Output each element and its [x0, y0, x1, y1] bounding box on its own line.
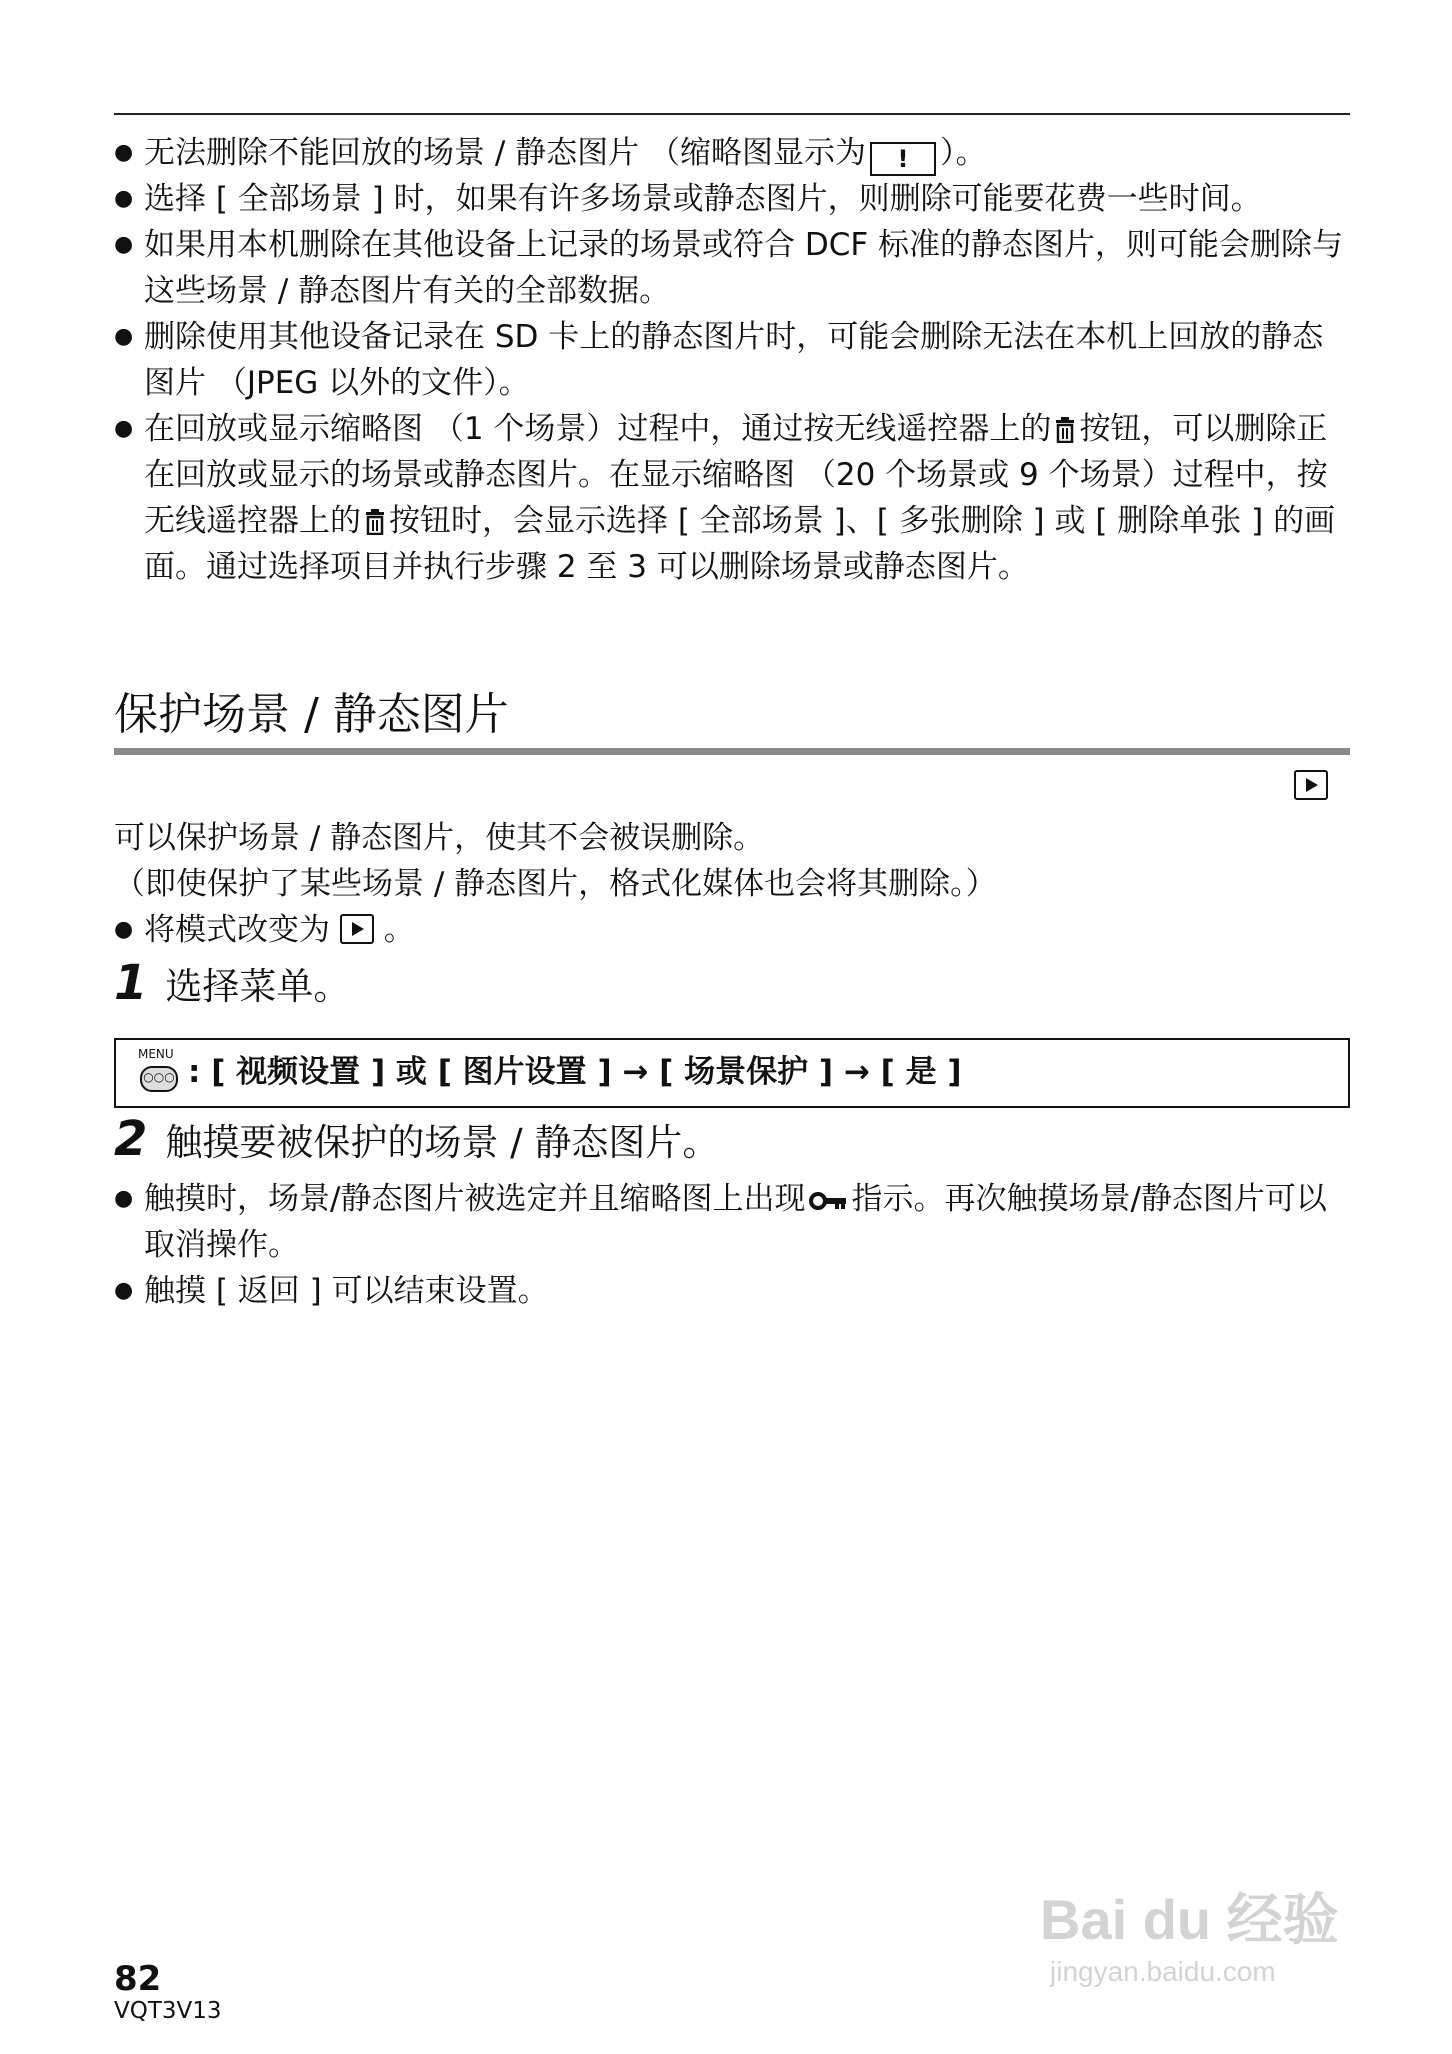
note-text: 如果用本机删除在其他设备上记录的场景或符合 DCF 标准的静态图片，则可能会删除与这些场景 / 静态图片有关的全部数据。: [144, 227, 1344, 309]
note-all-scenes: [114, 176, 1350, 222]
note-dcf: [114, 222, 1350, 314]
note-text-end: 按钮时，会显示选择 [ 全部场景 ]、[ 多张删除 ] 或 [ 删除单张 ] 的画面。通过选择项目并执行步骤 2 至 3 可以删除场景或静态图片。: [144, 503, 1336, 585]
note-text-mid: 按钮，可以删除正在回放或显示的场景或静态图片。在显示缩略图 （20 个场景或 9 个场景）过程中，按无线遥控器上的: [144, 411, 1328, 539]
watermark-url: jingyan.baidu.com: [1050, 1956, 1276, 1987]
notes-list: [114, 130, 1350, 590]
page-number: 82: [114, 1959, 162, 1999]
menu-path-text: : [ 视频设置 ] 或 [ 图片设置 ] → [ 场景保护 ] → [ 是 ]: [188, 1054, 962, 1090]
note-text: 触摸时，场景/静态图片被选定并且缩略图上出现: [144, 1181, 806, 1217]
playback-mode-icon: [340, 914, 374, 944]
top-rule: [114, 113, 1350, 115]
trash-icon: [363, 509, 387, 535]
note-text: 无法删除不能回放的场景 / 静态图片 （缩略图显示为: [144, 135, 867, 171]
watermark-brand: Bai du 经验: [1040, 1888, 1339, 1951]
note-return: [114, 1268, 1350, 1314]
step-1: [114, 955, 351, 1012]
mode-instruction: [114, 907, 415, 953]
step-number: 2: [114, 1111, 148, 1167]
note-text: 删除使用其他设备记录在 SD 卡上的静态图片时，可能会删除无法在本机上回放的静态图片 （JPEG 以外的文件）。: [144, 319, 1324, 401]
note-text: 选择 [ 全部场景 ] 时，如果有许多场景或静态图片，则删除可能要花费一些时间。: [144, 181, 1262, 217]
section-title: 保护场景 / 静态图片: [114, 689, 509, 740]
note-text-end: ）。: [940, 135, 987, 171]
warning-thumbnail-icon: !: [870, 142, 936, 176]
step-text: 选择菜单。: [165, 965, 351, 1008]
intro-line-2: （即使保护了某些场景 / 静态图片，格式化媒体也会将其删除。）: [114, 866, 997, 902]
model-code: VQT3V13: [114, 1998, 222, 2024]
watermark: [1040, 1885, 1400, 2035]
mode-text-end: 。: [383, 912, 415, 948]
menu-icon-dots: ○○○: [140, 1066, 178, 1092]
note-text: 在回放或显示缩略图 （1 个场景）过程中，通过按无线遥控器上的: [144, 411, 1052, 447]
step-text: 触摸要被保护的场景 / 静态图片。: [165, 1121, 720, 1164]
key-icon: [809, 1191, 847, 1211]
step-2: [114, 1111, 720, 1168]
note-sd-card: [114, 314, 1350, 406]
menu-button-icon: [138, 1048, 180, 1098]
intro-line-1: 可以保护场景 / 静态图片，使其不会被误删除。: [114, 820, 765, 856]
playback-mode-icon: [1294, 770, 1328, 800]
note-text: 触摸 [ 返回 ] 可以结束设置。: [144, 1273, 549, 1309]
section-rule: [114, 748, 1350, 755]
mode-text: 将模式改变为: [144, 912, 330, 948]
note-undeletable: [114, 130, 1350, 176]
note-touch-select: [114, 1176, 1350, 1268]
menu-path-box: [114, 1038, 1350, 1108]
step-number: 1: [114, 955, 148, 1011]
menu-icon-label: MENU: [138, 1047, 174, 1061]
trash-icon: [1053, 417, 1077, 443]
step2-notes: [114, 1176, 1350, 1314]
note-text-end: 指示。再次触摸场景/静态图片可以取消操作。: [144, 1181, 1327, 1263]
bullet-dot: ●: [114, 917, 134, 942]
note-remote-delete: [114, 406, 1350, 590]
